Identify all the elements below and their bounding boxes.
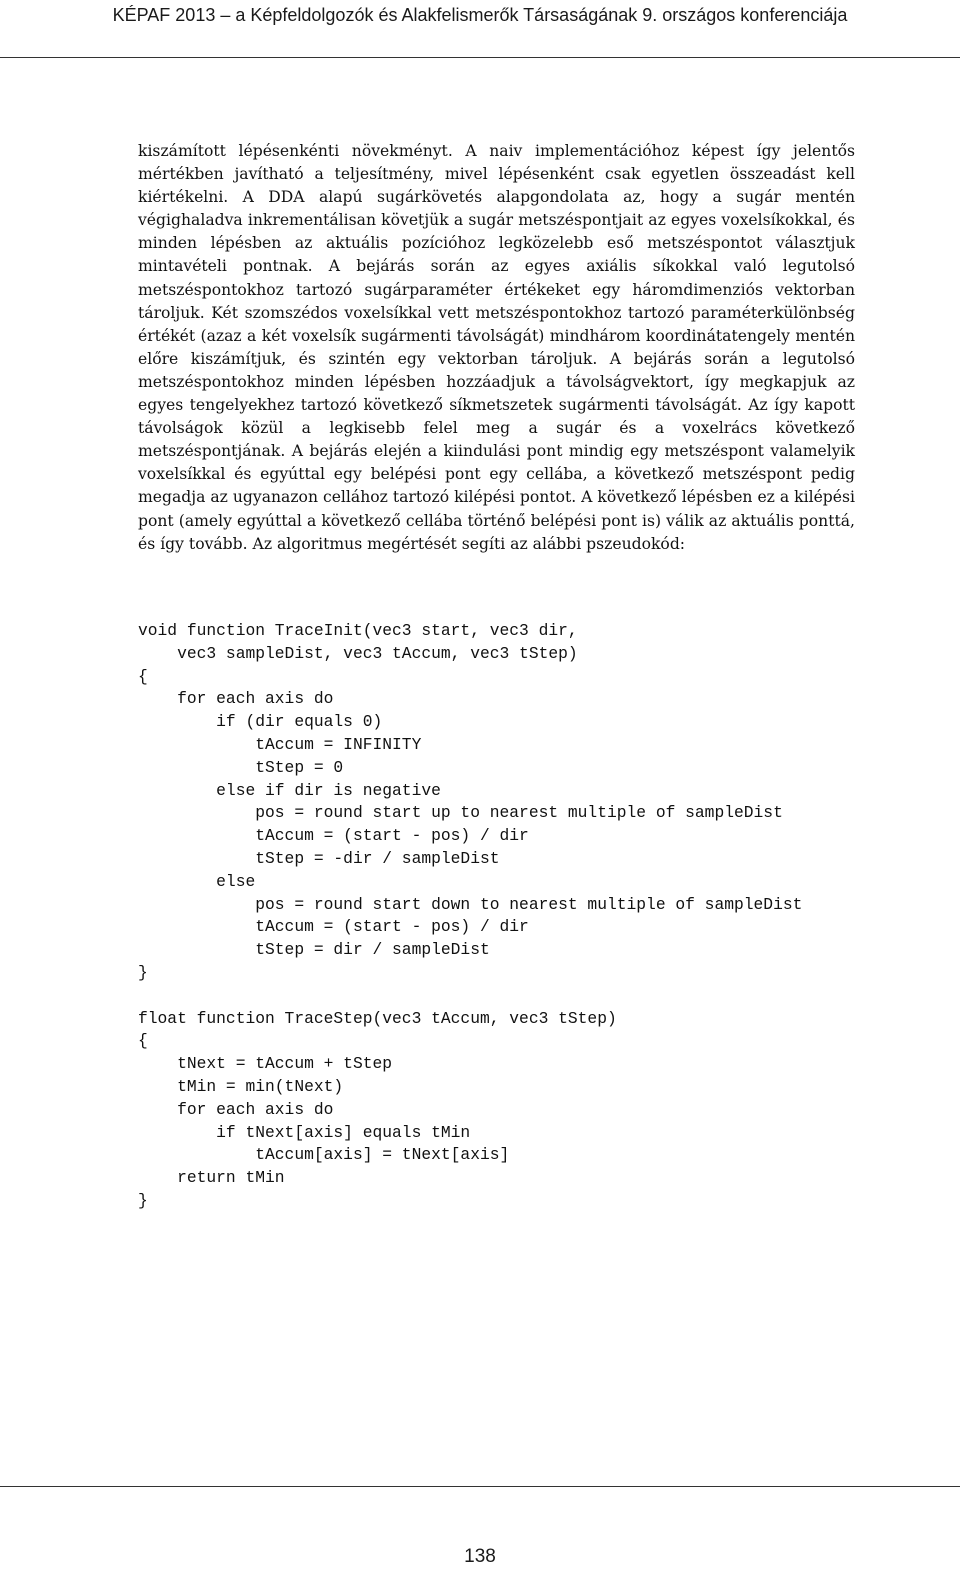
page-number: 138 — [464, 1546, 496, 1567]
footer-divider — [0, 1486, 960, 1487]
running-header: KÉPAF 2013 – a Képfeldolgozók és Alakfelismerők Társaságának 9. országos konferenciája — [112, 5, 848, 25]
body-paragraph: kiszámított lépésenkénti növekményt. A naiv implementációhoz képest így jelentős mértékben javítható a teljesítmény, mivel lépésenként csak egyetlen összeadást kell kiértékelni. A DDA alapú sugárkövetés alapgondolata az, hogy a sugár mentén végighaladva inkrementálisan követjük a sugár metszéspontjait az egyes voxelsíkokkal, és minden lépésben az aktuális pozícióhoz legközelebb eső metszéspontot választjuk mintavételi pontnak. A bejárás során az egyes axiális síkokkal való legutolsó metszéspontokhoz tartozó sugárparaméter értékeket egy háromdimenziós vektorban tároljuk. Két szomszédos voxelsíkkal vett metszéspontokhoz tartozó paraméterkülönbség értékét (azaz a két voxelsík sugármenti távolságát) mindhárom koordinátatengely mentén előre kiszámítjuk, és szintén egy vektorban tároljuk. A bejárás során a legutolsó metszéspontokhoz minden lépésben hozzáadjuk a távolságvektort, így megkapjuk az egyes tengelyekhez tartozó következő síkmetszetek sugármenti távolságát. Az így kapott távolságok közül a legkisebb felel meg a sugár és a voxelrács következő metszéspontjának. A bejárás elején a kiindulási pont mindig egy metszéspont valamelyik voxelsíkkal és egyúttal egy belépési pont egy cellába, a következő metszéspont pedig megadja az ugyanazon cellához tartozó kilépési pontot. A következő lépésben ez a kilépési pont (amely egyúttal a következő cellába történő belépési pont is) válik az aktuális ponttá, és így tovább. Az algoritmus megértését segíti az alábbi pszeudokód: — [138, 142, 855, 553]
header-divider — [0, 57, 960, 58]
pseudocode-listing: void function TraceInit(vec3 start, vec3 dir, vec3 sampleDist, vec3 tAccum, vec3 tStep) { for each axis do if (dir equals 0) tAccum = INFINITY tStep = 0 else if dir is negative pos = round start up to nearest multiple of sampleDist tAccum = (start - pos) / dir tStep = -dir / sampleDist else pos = round start down to nearest multiple of sampleDist tAccum = (start - pos) / dir tStep = dir / sampleDist } float function TraceStep(vec3 tAccum, vec3 tStep) { tNext = tAccum + tStep tMin = min(tNext) for each axis do if tNext[axis] equals tMin tAccum[axis] = tNext[axis] return tMin } — [138, 621, 803, 1210]
